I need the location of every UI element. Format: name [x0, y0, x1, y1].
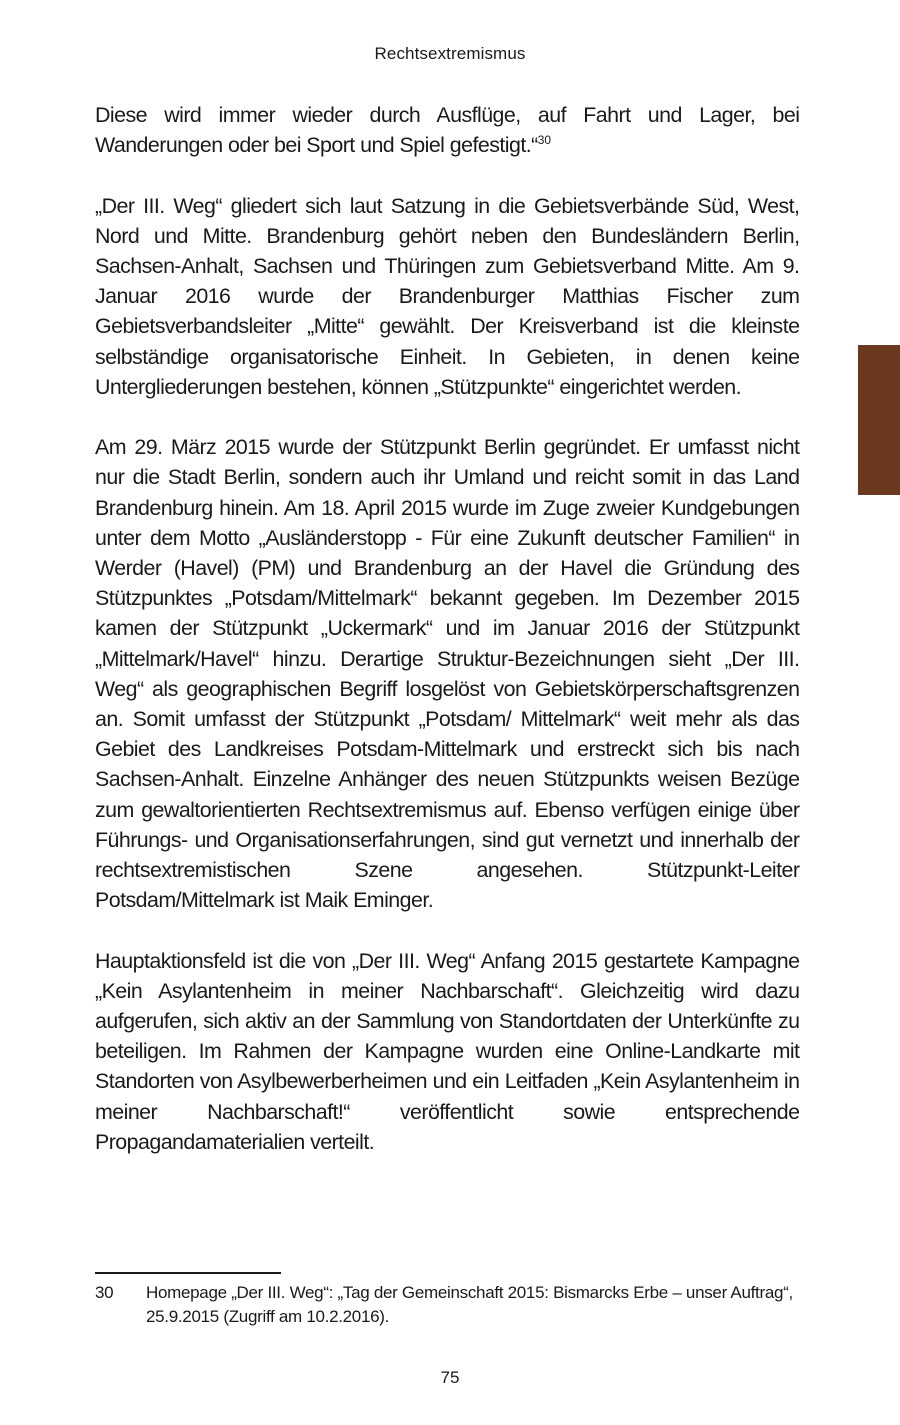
- page-number: 75: [440, 1368, 460, 1387]
- paragraph-2: „Der III. Weg“ gliedert sich laut Satzung in die Gebietsverbände Süd, West, Nord und Mitte. Brandenburg gehört neben den Bundesländern Berlin, Sachsen-Anhalt, Sachsen und Thüringen zum Gebietsverband Mitte. Am 9. Januar 2016 wurde der Brandenburger Matthias Fischer zum Gebietsverbandsleiter „Mitte“ gewählt. Der Kreisverband ist die kleinste selbständige organisatorische Einheit. In Gebieten, in denen keine Untergliederungen bestehen, können „Stützpunkte“ eingerichtet werden.: [95, 193, 800, 399]
- running-header: Rechtsextremismus: [374, 44, 526, 63]
- paragraph-1-text: Diese wird immer wieder durch Ausflüge, auf Fahrt und Lager, bei Wanderungen oder bei Sport und Spiel gefestigt.“: [95, 103, 800, 158]
- paragraph-3: Am 29. März 2015 wurde der Stützpunkt Berlin gegründet. Er umfasst nicht nur die Stadt Berlin, sondern auch ihr Umland und reicht somit in das Land Brandenburg hinein. Am 18. April 2015 wurde im Zuge zweier Kundgebungen unter dem Motto „Ausländerstopp - Für eine Zukunft deutscher Familien“ in Werder (Havel) (PM) und Brandenburg an der Havel die Gründung des Stützpunktes „Potsdam/Mittelmark“ bekannt gegeben. Im Dezember 2015 kamen der Stützpunkt „Uckermark“ und im Januar 2016 der Stützpunkt „Mittelmark/Havel“ hinzu. Derartige Struktur-Bezeichnungen sieht „Der III. Weg“ als geographischen Begriff losgelöst von Gebietskörperschaftsgrenzen an. Somit umfasst der Stützpunkt „Potsdam/ Mittelmark“ weit mehr als das Gebiet des Landkreises Potsdam-Mittelmark und erstreckt sich bis nach Sachsen-Anhalt. Einzelne Anhänger des neuen Stützpunkts weisen Bezüge zum gewaltorientierten Rechtsextremismus auf. Ebenso verfügen einige über Führungs- und Organisationserfahrungen, sind gut vernetzt und innerhalb der rechtsextremistischen Szene angesehen. Stützpunkt-Leiter Potsdam/Mittelmark ist Maik Eminger.: [95, 435, 800, 913]
- footnote: [95, 1281, 800, 1329]
- body-text: [95, 100, 799, 1187]
- footnote-reference: 30: [537, 133, 551, 148]
- footnote-divider: [95, 1272, 281, 1274]
- footnote-text: Homepage „Der III. Weg“: „Tag der Gemeinschaft 2015: Bismarcks Erbe – unser Auftrag“, 25.9.2015 (Zugriff am 10.2.2016).: [146, 1283, 793, 1326]
- footnote-number: 30: [95, 1283, 114, 1302]
- paragraph-1: [95, 100, 799, 160]
- paragraph-4: Hauptaktionsfeld ist die von „Der III. Weg“ Anfang 2015 gestartete Kampagne „Kein Asylantenheim in meiner Nachbarschaft“. Gleichzeitig wird dazu aufgerufen, sich aktiv an der Sammlung von Standortdaten der Unterkünfte zu beteiligen. Im Rahmen der Kampagne wurden eine Online-Landkarte mit Standorten von Asylbewerberheimen und ein Leitfaden „Kein Asylantenheim in meiner Nachbarschaft!“ veröffentlicht sowie entsprechende Propagandamaterialien verteilt.: [95, 948, 800, 1154]
- chapter-side-tab: [858, 345, 900, 495]
